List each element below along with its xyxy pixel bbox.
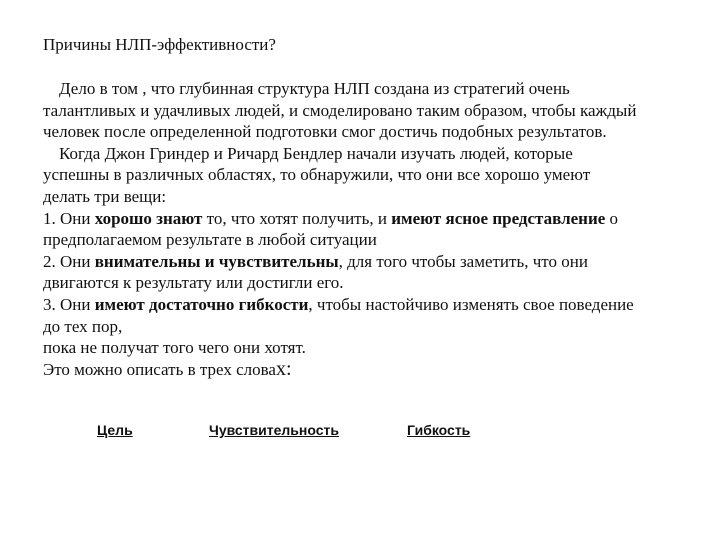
word-sensitivity: Чувствительность <box>209 422 339 438</box>
paragraph2-line3: делать три вещи: <box>43 186 167 206</box>
list-item-3 <box>43 294 703 316</box>
paragraph1-line3: человек после определенной подготовки смог достичь подобных результатов. <box>43 122 607 142</box>
closing-tail: х: <box>275 357 292 380</box>
paragraph2-line2: успешны в различных областях, то обнаружили, что они все хорошо умеют <box>43 165 591 185</box>
item2-prefix: 2. Они <box>43 251 95 271</box>
item2-rest: , для того чтобы заметить, что они <box>338 251 588 271</box>
item3-prefix: 3. Они <box>43 294 95 314</box>
list-item-2 <box>43 251 703 273</box>
word-goal: Цель <box>97 422 133 438</box>
slide-title: Причины НЛП-эффективности? <box>43 35 276 54</box>
item1-bold-idea: имеют ясное представление <box>391 208 606 228</box>
list-item-2-cont: двигаются к результату или достигли его. <box>43 273 344 293</box>
item1-prefix: 1. Они <box>43 208 95 228</box>
closing-text: Это можно описать в трех слова <box>43 359 276 379</box>
list-item-3-cont2: пока не получат того чего они хотят. <box>43 338 306 358</box>
item1-bold-knows: хорошо знают <box>94 208 203 228</box>
item3-bold: имеют достаточно гибкости <box>94 294 309 314</box>
item2-bold: внимательны и чувствительны <box>94 251 339 271</box>
closing-line <box>43 359 703 381</box>
list-item-1-cont: предполагаемом результате в любой ситуации <box>43 230 377 250</box>
list-item-3-cont1: до тех пор, <box>43 316 123 336</box>
item3-rest: , чтобы настойчиво изменять свое поведение <box>308 294 634 314</box>
list-item-1 <box>43 208 703 230</box>
item1-middle: то, что хотят получить, и <box>202 208 392 228</box>
paragraph1-line2: талантливых и удачливых людей, и смоделировано таким образом, чтобы каждый <box>43 100 637 120</box>
word-flexibility: Гибкость <box>407 422 471 438</box>
paragraph2-line1: Когда Джон Гриндер и Ричард Бендлер начали изучать людей, которые <box>59 143 573 163</box>
slide-body <box>43 78 703 380</box>
item1-end: о <box>605 208 619 228</box>
paragraph1-line1: Дело в том , что глубинная структура НЛП создана из стратегий очень <box>59 79 570 98</box>
